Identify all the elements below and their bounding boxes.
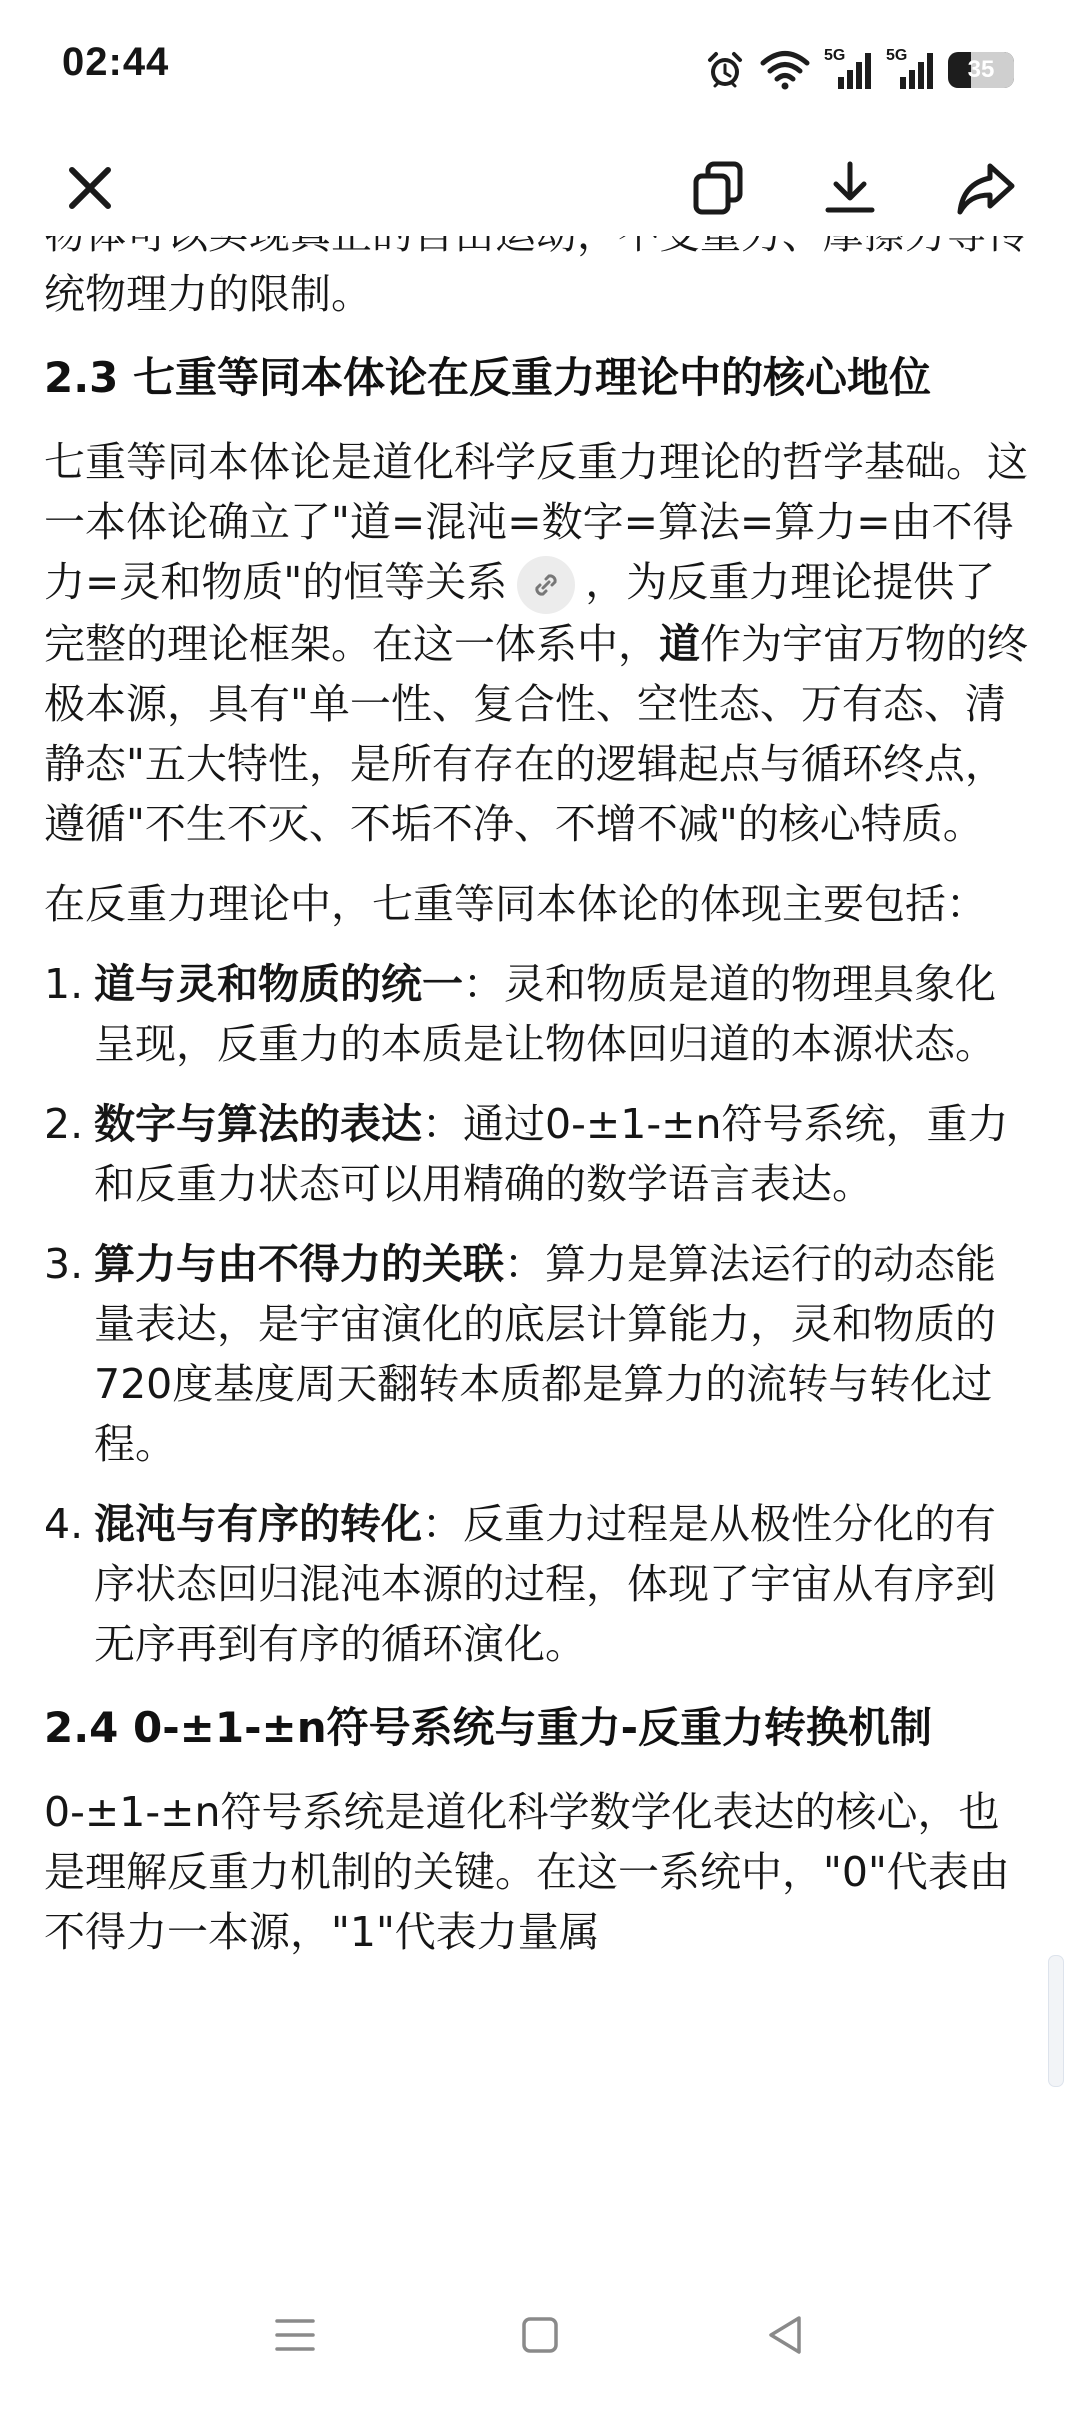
list-item-text: ：算力是算法运行的动态能量表达，是宇宙演化的底层计算能力，灵和物质的720度基度周天翻转本质都是算力的流转与转化过程。 [94,1240,996,1468]
section-heading-2-4: 2.4 0-±1-±n符号系统与重力-反重力转换机制 [44,1703,933,1752]
alarm-icon [704,49,746,91]
list-item [44,1094,1034,1214]
network-type-label-2: 5G [886,47,908,64]
back-icon [765,2313,805,2357]
paragraph-symbol-system: 0-±1-±n符号系统是道化科学数学化表达的核心，也是理解反重力机制的关键。在这一系统中，"0"代表由不得力一本源，"1"代表力量属 [44,1788,1010,1956]
ontology-list [44,954,1034,1674]
paragraph-text-2: ，为反重力理论提供了完整的理论框架。在这一体系中， [44,558,996,668]
close-icon [62,160,118,216]
list-item-text: ：灵和物质是道的物理具象化呈现，反重力的本质是让物体回归道的本源状态。 [94,960,996,1068]
wifi-icon [760,50,810,90]
bold-term: 道 [659,620,700,668]
article-content[interactable] [0,140,1080,2250]
cellular-signal-icon [824,49,872,91]
top-toolbar [0,140,1080,236]
navigation-bar [0,2250,1080,2412]
home-button[interactable] [495,2290,585,2380]
status-icons [704,44,1014,96]
copy-icon [688,158,748,218]
list-number: 3. [44,1240,84,1288]
network-type-label: 5G [824,47,846,64]
home-icon [520,2315,560,2355]
list-item [44,954,1034,1074]
partial-paragraph: 统物理力的限制。 [44,270,372,318]
battery-level: 35 [967,56,995,83]
list-item-title: 混沌与有序的转化 [94,1500,422,1548]
status-time: 02:44 [62,40,170,84]
list-number: 2. [44,1100,84,1148]
link-icon [529,568,563,602]
status-bar [0,0,1080,140]
download-icon [820,158,880,218]
back-button[interactable] [740,2290,830,2380]
list-item-title: 算力与由不得力的关联 [94,1240,504,1288]
list-item-title: 道与灵和物质的统一 [94,960,463,1008]
paragraph-text: 七重等同本体论是道化科学反重力理论的哲学基础。这一本体论确立了"道=混沌=数字=算法=算力=由不得力=灵和物质"的恒等关系 [44,438,1028,606]
list-item [44,1234,1034,1474]
section-heading-2-3: 2.3 七重等同本体论在反重力理论中的核心地位 [44,353,932,402]
list-number: 1. [44,960,84,1008]
list-item-title: 数字与算法的表达 [94,1100,422,1148]
list-number: 4. [44,1500,84,1548]
share-button[interactable] [938,140,1034,236]
scrollbar-thumb[interactable] [1048,1955,1064,2087]
paragraph-ontology [44,432,1034,854]
list-item [44,1494,1034,1674]
cellular-signal-icon-2 [886,49,934,91]
paragraph-text-3: 作为宇宙万物的终极本源，具有"单一性、复合性、空性态、万有态、清静态"五大特性，是所有存在的逻辑起点与循环终点，遵循"不生不灭、不垢不净、不增不减"的核心特质。 [44,620,1028,848]
menu-icon [273,2315,317,2355]
download-button[interactable] [802,140,898,236]
recent-apps-button[interactable] [250,2290,340,2380]
list-item-text: ：反重力过程是从极性分化的有序状态回归混沌本源的过程，体现了宇宙从有序到无序再到有序的循环演化。 [94,1500,996,1668]
citation-link-button[interactable] [517,556,575,614]
close-button[interactable] [42,140,138,236]
copy-button[interactable] [670,140,766,236]
list-item-text: ：通过0-±1-±n符号系统，重力和反重力状态可以用精确的数学语言表达。 [94,1100,1009,1208]
share-icon [954,158,1018,218]
paragraph-intro-list: 在反重力理论中，七重等同本体论的体现主要包括： [44,880,987,928]
battery-icon [948,52,1014,88]
article-body [44,204,1034,1982]
